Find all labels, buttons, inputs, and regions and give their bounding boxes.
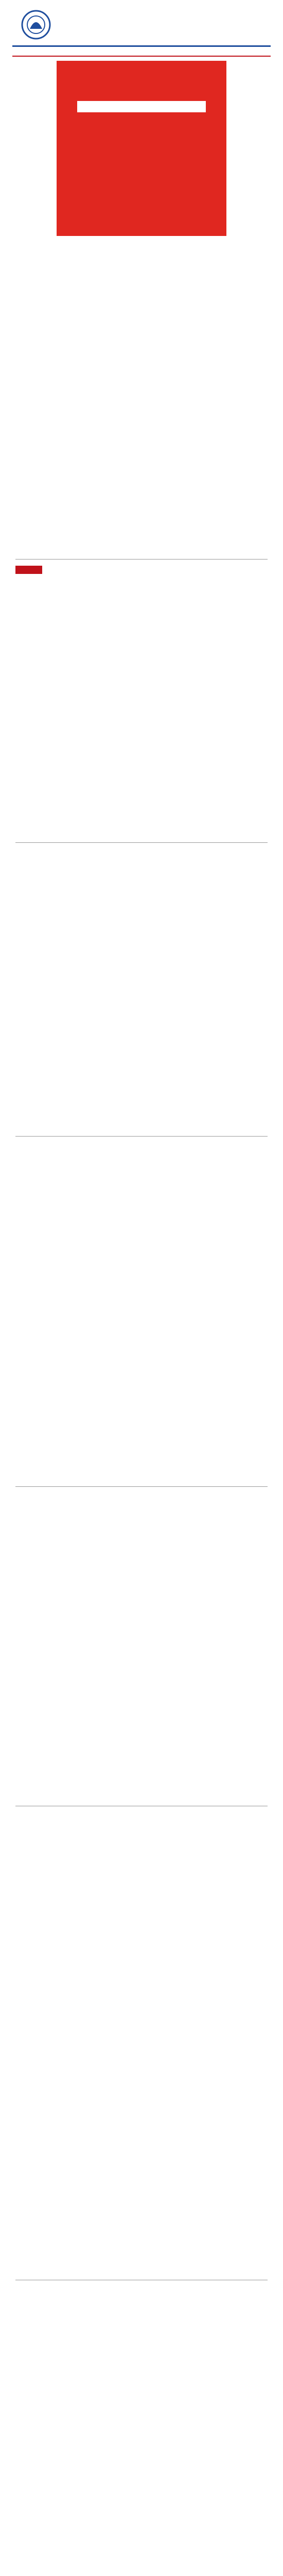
article-paragraph <box>21 2325 262 2340</box>
article-source <box>21 683 262 689</box>
article-source <box>21 1699 262 1705</box>
toc-item[interactable] <box>21 381 262 387</box>
toc-item[interactable] <box>21 441 262 448</box>
article-paragraph <box>21 1614 262 1629</box>
article-paragraph <box>21 2410 262 2425</box>
slogan-line-2 <box>57 162 226 180</box>
cover-banner <box>57 61 226 236</box>
article-title <box>21 1154 262 1163</box>
article-paragraph <box>21 1580 262 1595</box>
article-title <box>21 2295 262 2304</box>
article-paragraph <box>21 703 262 718</box>
article <box>21 1154 262 1428</box>
article <box>21 1077 262 1105</box>
article-paragraph <box>21 1269 262 1283</box>
article-title <box>21 585 262 594</box>
article-title <box>21 853 262 861</box>
toc-item[interactable] <box>21 374 262 381</box>
toc-item[interactable] <box>21 387 262 394</box>
article-paragraph <box>21 1371 262 1385</box>
toc-item[interactable] <box>21 414 262 421</box>
article-paragraph <box>21 771 262 786</box>
section-divider <box>15 1486 268 1487</box>
article-source <box>21 1422 262 1428</box>
article-paragraph <box>21 2376 262 2391</box>
header-rule-red <box>12 56 271 57</box>
article-paragraph <box>21 632 262 646</box>
toc-item[interactable] <box>21 325 262 331</box>
toc-item[interactable] <box>21 304 262 311</box>
article-paragraph <box>21 2359 262 2374</box>
article <box>21 690 262 862</box>
article-paragraph <box>21 1682 262 1697</box>
article-paragraph <box>21 1167 262 1181</box>
article-source <box>21 2444 262 2450</box>
article-paragraph <box>21 615 262 629</box>
article-paragraph <box>21 934 262 948</box>
banner-slogan <box>57 143 226 199</box>
article <box>21 853 262 1025</box>
article-title <box>21 690 262 699</box>
emblem-icon <box>20 8 52 41</box>
article-paragraph <box>21 754 262 769</box>
toc-item[interactable] <box>21 428 262 434</box>
section-tag <box>15 566 42 574</box>
toc-item[interactable] <box>21 318 262 325</box>
toc-item[interactable] <box>21 448 262 454</box>
article <box>21 1499 262 1705</box>
article-paragraph <box>21 1002 262 1016</box>
article-paragraph <box>21 839 262 854</box>
toc-item[interactable] <box>21 408 262 414</box>
article-title <box>21 1077 262 1086</box>
slogan-line-3 <box>57 180 226 199</box>
toc-item[interactable] <box>21 298 262 304</box>
article-paragraph <box>21 1563 262 1578</box>
article-paragraph <box>21 917 262 931</box>
toc-title <box>21 278 262 287</box>
article-paragraph <box>21 1201 262 1215</box>
masthead <box>0 0 283 57</box>
article-paragraph <box>21 1388 262 1402</box>
article-paragraph <box>21 1184 262 1198</box>
article-paragraph <box>21 1665 262 1680</box>
toc-item[interactable] <box>21 434 262 441</box>
issue-meta <box>12 48 271 55</box>
article-paragraph <box>21 2393 262 2408</box>
toc-item[interactable] <box>21 367 262 374</box>
article-paragraph <box>21 866 262 880</box>
toc-item[interactable] <box>21 311 262 318</box>
article-paragraph <box>21 1337 262 1351</box>
article-paragraph <box>21 1529 262 1544</box>
article <box>21 2295 262 2450</box>
article-paragraph <box>21 1597 262 1612</box>
article-paragraph <box>21 1354 262 1368</box>
toc-item[interactable] <box>21 421 262 428</box>
slogan-line-1 <box>57 143 226 162</box>
section-divider <box>15 1136 268 1137</box>
article-paragraph <box>21 1320 262 1334</box>
article-paragraph <box>21 1512 262 1527</box>
article-paragraph <box>21 1303 262 1317</box>
article-paragraph <box>21 666 262 680</box>
article-paragraph <box>21 822 262 837</box>
banner-strip <box>77 101 206 112</box>
article-paragraph <box>21 1405 262 1419</box>
article-paragraph <box>21 720 262 735</box>
toc-item[interactable] <box>21 361 262 367</box>
article-paragraph <box>21 788 262 803</box>
toc-item[interactable] <box>21 338 262 345</box>
article-paragraph <box>21 968 262 982</box>
article-paragraph <box>21 951 262 965</box>
toc-item[interactable] <box>21 394 262 401</box>
article-paragraph <box>21 649 262 663</box>
article-paragraph <box>21 1286 262 1300</box>
header-rule <box>12 45 271 47</box>
article-paragraph <box>21 1546 262 1561</box>
article-subtitle <box>21 1088 262 1095</box>
section-divider <box>15 559 268 560</box>
article-paragraph <box>21 1648 262 1663</box>
article-title <box>21 1499 262 1508</box>
article <box>21 585 262 689</box>
article-paragraph <box>21 985 262 999</box>
article-source <box>21 1019 262 1025</box>
article-paragraph <box>21 1218 262 1232</box>
toc-item[interactable] <box>21 351 262 358</box>
article-paragraph <box>21 598 262 612</box>
article-paragraph <box>21 2342 262 2357</box>
article-paragraph <box>21 900 262 914</box>
article-paragraph <box>21 737 262 752</box>
section-divider <box>15 842 268 843</box>
article-paragraph <box>21 883 262 897</box>
article-paragraph <box>21 1235 262 1249</box>
article-paragraph <box>21 1631 262 1646</box>
toc-item[interactable] <box>21 401 262 408</box>
article-source <box>21 1099 262 1105</box>
toc-item[interactable] <box>21 331 262 338</box>
article-paragraph <box>21 2308 262 2323</box>
toc-item[interactable] <box>21 345 262 351</box>
article-paragraph <box>21 2427 262 2442</box>
article-paragraph <box>21 805 262 820</box>
table-of-contents <box>21 278 262 454</box>
article-paragraph <box>21 1252 262 1266</box>
toc-item[interactable] <box>21 292 262 298</box>
